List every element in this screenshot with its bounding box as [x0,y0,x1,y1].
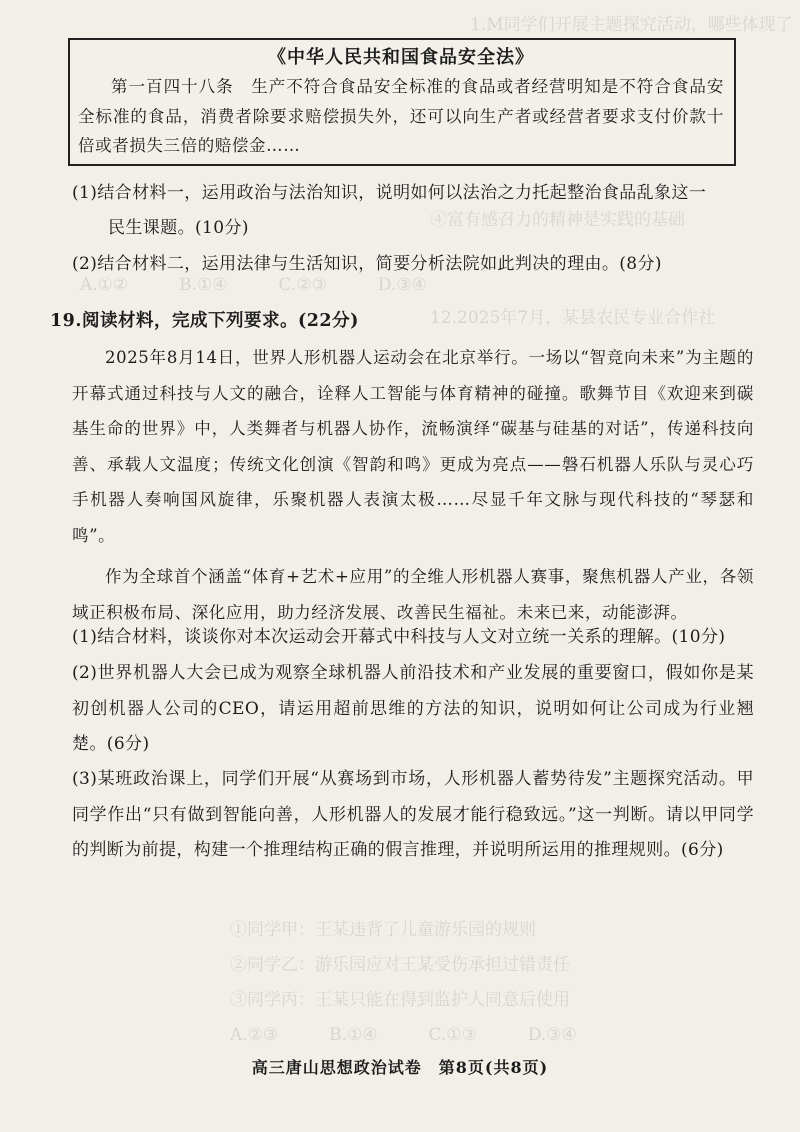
q19-sub-3-label: (3) [72,769,98,789]
bleed-line: 12.2025年7月，某县农民专业合作社 [430,308,716,328]
q18-sub-2-text: (2)结合材料二，运用法律与生活知识，简要分析法院如此判决的理由。(8分) [72,254,662,274]
q19-sub-1-text: 结合材料，谈谈你对本次运动会开幕式中科技与人文对立统一关系的理解。(10分) [97,627,726,647]
q18-sub-1-text: (1)结合材料一，运用政治与法治知识，说明如何以法治之力托起整治食品乱象这一 [72,183,707,203]
bleed-line: 1.M同学们开展主题探究活动，哪些体现了 [470,15,793,35]
bleed-line: ④富有感召力的精神是实践的基础 [430,210,685,230]
q19-sub-1-label: (1) [72,627,98,647]
law-excerpt-box [68,38,736,166]
bleed-line: ①同学甲：王某违背了儿童游乐园的规则 [230,920,536,940]
bleed-line: ③同学丙：王某只能在得到监护人同意后使用 [230,990,570,1010]
q19-sub-2-label: (2) [72,663,98,683]
law-article-text: 第一百四十八条 生产不符合食品安全标准的食品或者经营明知是不符合食品安全标准的食品，消费者除要求赔偿损失外，还可以向生产者或经营者要求支付价款十倍或者损失三倍的赔偿金…… [78,77,724,155]
q19-sub-3 [72,762,754,869]
q19-heading: 19.阅读材料，完成下列要求。(22分) [50,311,359,331]
law-title: 《中华人民共和国食品安全法》 [268,47,534,68]
q19-material-para-2: 作为全球首个涵盖“体育+艺术+应用”的全维人形机器人赛事，聚焦机器人产业，各领域正积极布局、深化应用，助力经济发展、改善民生福祉。未来已来，动能澎湃。 [72,567,754,622]
q18-sub-1-cont: 民生课题。(10分) [108,218,249,238]
q19-material-para-1: 2025年8月14日，世界人形机器人运动会在北京举行。一场以“智竞向未来”为主题的开幕式通过科技与人文的融合，诠释人工智能与体育精神的碰撞。歌舞节目《欢迎来到碳基生命的世界》中，人类舞者与机器人协作，流畅演绎“碳基与硅基的对话”，传递科技向善、承载人文温度；传统文化创演《智韵和鸣》更成为亮点——磐石机器人乐队与灵心巧手机器人奏响国风旋律，乐聚机器人表演太极……尽显千年文脉与现代科技的“琴瑟和鸣”。 [72,348,754,545]
bleed-line: A.②③ B.①④ C.①③ D.③④ [230,1025,577,1045]
q19-sub-2-text: 世界机器人大会已成为观察全球机器人前沿技术和产业发展的重要窗口，假如你是某初创机器人公司的CEO，请运用超前思维的方法的知识，说明如何让公司成为行业翘楚。(6分) [72,663,754,754]
q19-material [72,340,754,630]
q18-sub-1 [72,176,752,246]
q19-sub-3-text: 某班政治课上，同学们开展“从赛场到市场，人形机器人蓄势待发”主题探究活动。甲同学作出“只有做到智能向善，人形机器人的发展才能行稳致远。”这一判断。请以甲同学的判断为前提，构建一个推理结构正确的假言推理，并说明所运用的推理规则。(6分) [72,769,754,860]
q19-sub-1 [72,620,754,656]
q19-sub-2 [72,656,754,763]
q18-sub-2 [72,247,752,282]
page-footer: 高三唐山思想政治试卷 第8页(共8页) [251,1058,549,1077]
bleed-line: ②同学乙：游乐园应对王某受伤承担过错责任 [230,955,570,975]
bleed-line: A.①② B.①④ C.②③ D.③④ [80,275,427,295]
